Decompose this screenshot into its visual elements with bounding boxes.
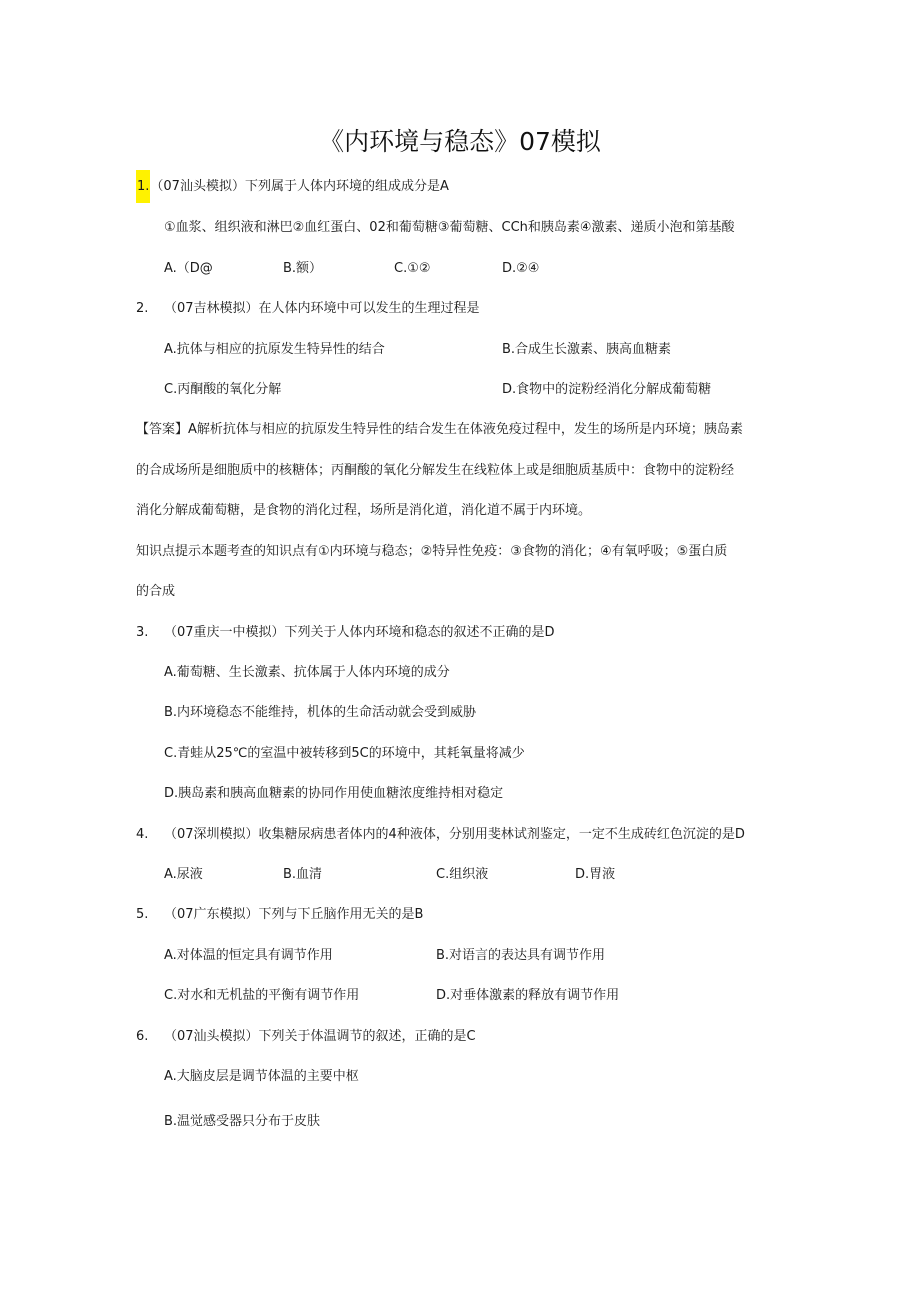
knowledge-line-2: 的合成	[136, 584, 176, 599]
question-3-option-b: B.内环境稳态不能维持，机体的生命活动就会受到威胁	[164, 705, 477, 720]
answer-line-3: 消化分解成葡萄糖，是食物的消化过程，场所是消化道，消化道不属于内环境。	[136, 503, 592, 518]
question-3	[136, 626, 555, 639]
question-1-option-c: C.①②	[394, 261, 431, 276]
question-2-option-d: D.食物中的淀粉经消化分解成葡萄糖	[502, 382, 712, 397]
question-4-stem: （07深圳模拟）收集糖尿病患者体内的4种液体，分别用斐林试剂鉴定，一定不生成砖红色沉淀的是D	[164, 827, 745, 842]
question-3-stem: （07重庆一中模拟）下列关于人体内环境和稳态的叙述不正确的是D	[164, 625, 555, 640]
question-5-option-a: A.对体温的恒定具有调节作用	[164, 948, 333, 963]
question-4-option-c: C.组织液	[436, 867, 489, 882]
question-4-option-a: A.尿液	[164, 867, 203, 882]
question-2	[136, 302, 480, 315]
question-6	[136, 1030, 476, 1043]
question-4-option-d: D.胃液	[575, 867, 616, 882]
question-5-option-d: D.对垂体激素的释放有调节作用	[436, 988, 620, 1003]
question-3-number: 3.	[136, 625, 149, 640]
question-6-option-b: B.温觉感受器只分布于皮肤	[164, 1114, 321, 1129]
question-5	[136, 908, 423, 921]
question-3-option-c: C.青蛙从25℃的室温中被转移到5C的环境中，其耗氧量将减少	[164, 746, 525, 761]
question-4-option-b: B.血清	[283, 867, 323, 882]
question-6-stem: （07汕头模拟）下列关于体温调节的叙述，正确的是C	[164, 1029, 476, 1044]
question-5-number: 5.	[136, 907, 149, 922]
question-5-stem: （07广东模拟）下列与下丘脑作用无关的是B	[164, 907, 424, 922]
question-1	[136, 180, 449, 203]
question-2-stem: （07吉林模拟）在人体内环境中可以发生的生理过程是	[164, 301, 480, 316]
question-2-option-b: B.合成生长激素、胰高血糖素	[502, 342, 672, 357]
document-title: 《内环境与稳态》07模拟	[319, 127, 601, 156]
question-2-option-a: A.抗体与相应的抗原发生特异性的结合	[164, 342, 385, 357]
question-1-option-b: B.额）	[283, 261, 323, 276]
question-4	[136, 828, 745, 841]
question-3-option-d: D.胰岛素和胰高血糖素的协同作用使血糖浓度维持相对稳定	[164, 786, 504, 801]
question-2-option-c: C.丙酮酸的氧化分解	[164, 382, 282, 397]
answer-line-2: 的合成场所是细胞质中的核糖体；丙酮酸的氧化分解发生在线粒体上或是细胞质基质中：食物中的淀粉经	[136, 463, 735, 478]
question-1-option-d: D.②④	[502, 261, 540, 276]
question-5-option-c: C.对水和无机盐的平衡有调节作用	[164, 988, 360, 1003]
question-6-option-a: A.大脑皮层是调节体温的主要中枢	[164, 1069, 359, 1084]
question-6-number: 6.	[136, 1029, 149, 1044]
question-1-items: ①血浆、组织液和淋巴②血红蛋白、02和葡萄糖③葡萄糖、CCh和胰岛素④激素、递质小泡和第基酸	[164, 220, 735, 235]
question-2-number: 2.	[136, 301, 149, 316]
question-4-number: 4.	[136, 827, 149, 842]
knowledge-line-1: 知识点提示本题考查的知识点有①内环境与稳态；②特异性免疫：③食物的消化；④有氧呼吸；⑤蛋白质	[136, 544, 728, 559]
answer-line-1: 【答案】A解析抗体与相应的抗原发生特异性的结合发生在体液免疫过程中，发生的场所是内环境；胰岛素	[136, 422, 743, 437]
question-5-option-b: B.对语言的表达具有调节作用	[436, 948, 606, 963]
question-1-number: 1.	[136, 170, 150, 203]
question-1-stem: （07汕头模拟）下列属于人体内环境的组成成分是A	[150, 179, 449, 194]
question-3-option-a: A.葡萄糖、生长激素、抗体属于人体内环境的成分	[164, 665, 450, 680]
question-1-option-a: A.（D@	[164, 261, 213, 276]
